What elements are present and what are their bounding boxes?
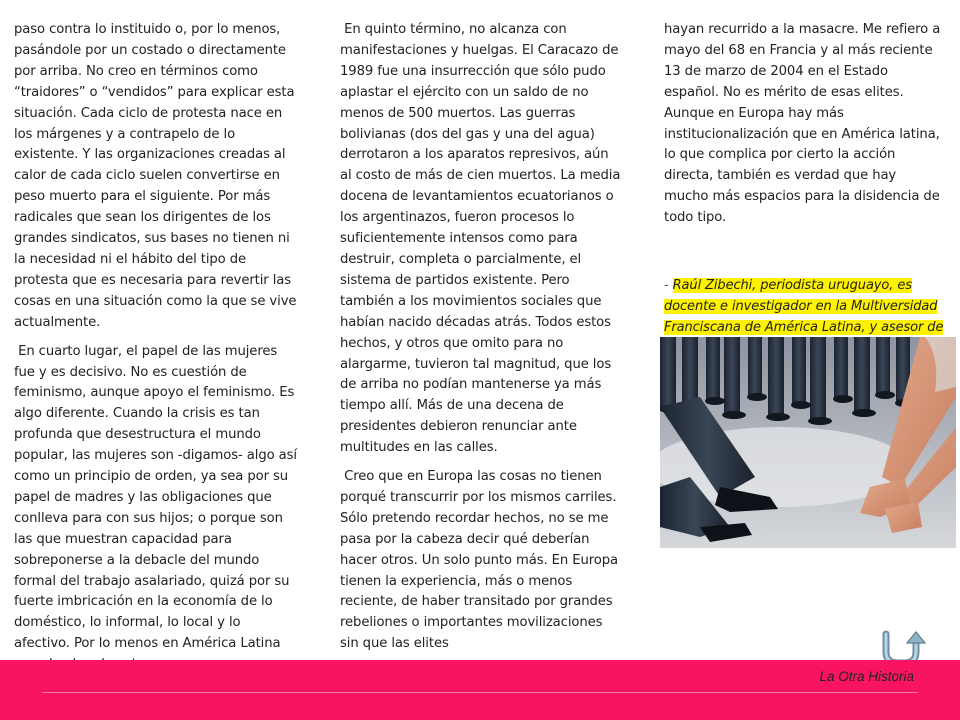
- artwork-image: [660, 337, 956, 548]
- credit-dash: -: [664, 278, 673, 294]
- credit-text: Raúl Zibechi, periodista uruguayo, es docente e investigador en la Multiversidad Franciscana de América Latina, y asesor de: [664, 278, 943, 356]
- painting-icon: [660, 337, 956, 548]
- article-column-right: [664, 20, 944, 359]
- paragraph: paso contra lo instituido o, por lo menos, pasándole por un costado o directamente por arriba. No creo en términos como “traidores” o “vendidos” para explicar esta situación. Cada ciclo de protesta nace en los márgenes y a contrapelo de lo existente. Y las organizaciones creadas al calor de cada ciclo suelen convertirse en peso muerto para el siguiente. Por más radicales que sean los dirigentes de los grandes sindicatos, sus bases no tienen ni la necesidad ni el hábito del tipo de protesta que es necesaria para revertir las cosas en una situación como la que se vive actualmente.: [14, 22, 297, 330]
- footer-bar: [0, 660, 960, 720]
- paragraph: hayan recurrido a la masacre. Me refiero a mayo del 68 en Francia y al más reciente 13 de marzo de 2004 en el Estado español. No es mérito de esas elites. Aunque en Europa hay más institucionalización que en América latina, lo que complica por cierto la acción directa, también es verdad que hay mucho más espacios para la disidencia de todo tipo.: [664, 22, 941, 226]
- paragraph: Creo que en Europa las cosas no tienen porqué transcurrir por los mismos carriles. Sólo pretendo recordar hechos, no se me pasa por la cabeza decir qué deberían hacer otros. Un solo punto más. En Europa tienen la experiencia, más o menos reciente, de haber transitado por grandes rebeliones o importantes movilizaciones sin que las elites: [340, 469, 619, 652]
- paragraph: En cuarto lugar, el papel de las mujeres fue y es decisivo. No es cuestión de feminismo, aunque apoyo el feminismo. Es algo diferente. Cuando la crisis es tan profunda que desestructura el mundo popular, las mujeres son -digamos- algo así como un principio de orden, ya sea por su papel de madres y las obligaciones que conlleva para con sus hijos; o porque son las que muestran capacidad para sobreponerse a la debacle del mundo formal del trabajo asalariado, quizá por su fuerte imbricación en la economía de lo doméstico, lo informal, lo local y lo afectivo. Por lo menos en América Latina: [14, 343, 297, 652]
- footer-divider: [42, 692, 918, 693]
- paragraph: En quinto término, no alcanza con manifestaciones y huelgas. El Caracazo de 1989 fue una insurrección que sólo pudo aplastar el ejército con un saldo de no menos de 500 muertos. Las guerras bolivianas (dos del gas y una del agua) derrotaron a los aparatos represivos, aún al costo de más de cien muertos. La media docena de levantamientos ecuatorianos o los argentinazos, fueron procesos lo suficientemente intensos como para destruir, completa o parcialmente, el sistema de partidos existente. Pero también a los movimientos sociales que habían nacido décadas atrás. Todos estos hechos, y otros que omito para no alargarme, tuvieron tal magnitud, que los de arriba no podían mantenerse ya más tiempo allí. Más de una decena de presidentes debieron renunciar ante multitudes en las calles.: [340, 22, 621, 456]
- article-column-left: [14, 20, 297, 684]
- footer-title: La Otra Historia: [819, 669, 914, 684]
- article-column-middle: [340, 20, 623, 663]
